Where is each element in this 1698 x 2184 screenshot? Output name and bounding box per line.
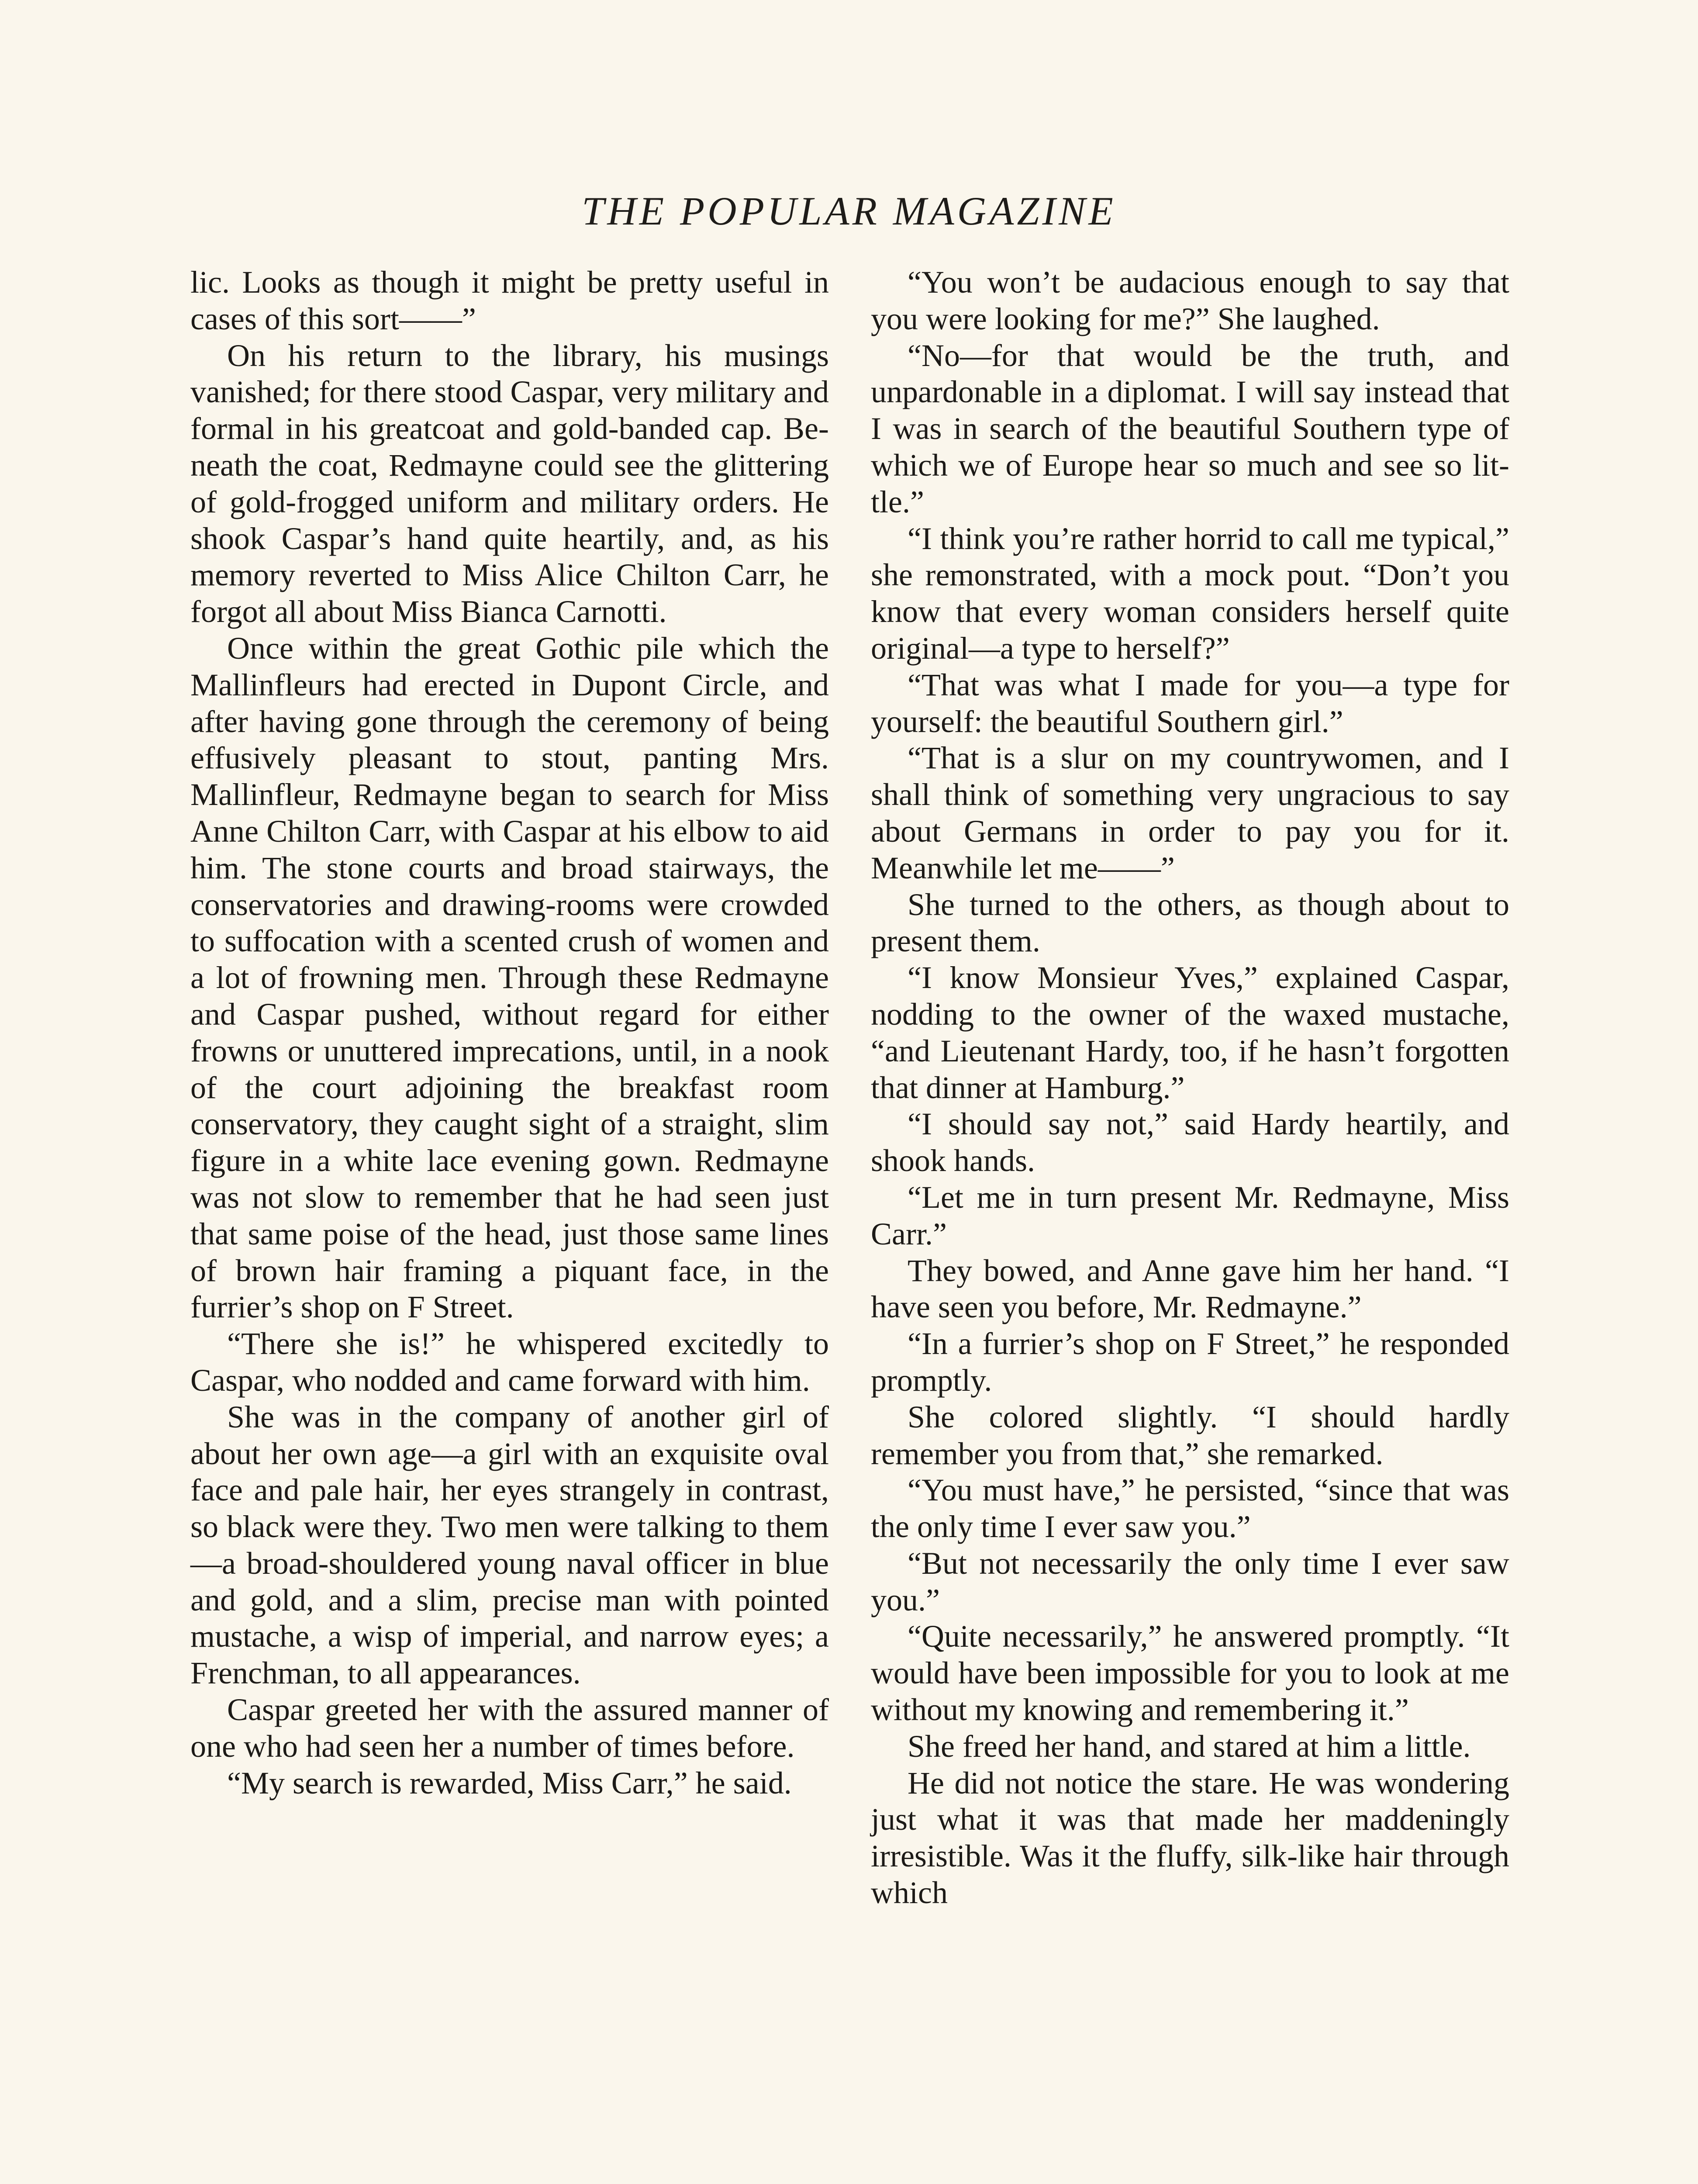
paragraph: “No—for that would be the truth, and unpardonable in a diplomat. I will say instead that I was in search of the beautiful Southern type of which we of Europe hear so much and see so little.” — [871, 338, 1509, 519]
paragraph: She was in the company of another girl of about her own age—a girl with an exquisite oval face and pale hair, her eyes strangely in contrast, so black were they. Two men were talking to them —a broad-shouldered young naval officer in blue and gold, and a slim, precise man with pointed mustache, a wisp of imperial, and narrow eyes; a Frenchman, to all appearances. — [190, 1399, 829, 1691]
running-header: THE POPULAR MAGAZINE — [582, 189, 1116, 233]
paragraph: “You must have,” he persisted, “since that was the only time I ever saw you.” — [871, 1472, 1509, 1545]
paragraph: “Let me in turn present Mr. Redmayne, Miss Carr.” — [871, 1179, 1509, 1251]
paragraph: “My search is rewarded, Miss Carr,” he said. — [227, 1765, 792, 1800]
paragraph: He did not notice the stare. He was wondering just what it was that made her maddeningly irresistible. Was it the fluffy, silk-like hair through which — [871, 1765, 1509, 1911]
paragraph: lic. Looks as though it might be pretty useful in cases of this sort——” — [190, 265, 829, 336]
paragraph: “In a furrier’s shop on F Street,” he responded promptly. — [871, 1326, 1509, 1398]
paragraph: “I think you’re rather horrid to call me typical,” she remonstrated, with a mock pout. “Don’t you know that every woman considers herself quite original—a type to herself?” — [871, 521, 1509, 666]
paragraph: “There she is!” he whispered excitedly to Caspar, who nodded and came forward with him. — [190, 1326, 829, 1398]
right-column — [871, 264, 1509, 1911]
paragraph: Once within the great Gothic pile which the Mallinfleurs had erected in Dupont Circle, and after having gone through the ceremony of being effusively pleasant to stout, panting Mrs. Mallinfleur, Redmayne began to search for Miss Anne Chilton Carr, with Caspar at his elbow to aid him. The stone courts and broad stairways, the conservatories and drawing-rooms were crowded to suffocation with a scented crush of women and a lot of frowning men. Through these Redmayne and Caspar pushed, without regard for either frowns or unuttered imprecations, until, in a nook of the court adjoining the breakfast room conservatory, they caught sight of a straight, slim figure in a white lace evening gown. Redmayne was not slow to remember that he had seen just that same poise of the head, just those same lines of brown hair framing a piquant face, in the furrier’s shop on F Street. — [190, 630, 829, 1325]
paragraph: On his return to the library, his musings vanished; for there stood Caspar, very military and formal in his greatcoat and gold-banded cap. Beneath the coat, Redmayne could see the glittering of gold-frogged uniform and military orders. He shook Caspar’s hand quite heartily, and, as his memory reverted to Miss Alice Chilton Carr, he forgot all about Miss Bianca Carnotti. — [190, 338, 829, 629]
paragraph: Caspar greeted her with the assured manner of one who had seen her a number of times before. — [190, 1692, 829, 1764]
paragraph: They bowed, and Anne gave him her hand. “I have seen you before, Mr. Redmayne.” — [871, 1253, 1509, 1325]
paragraph: She colored slightly. “I should hardly remember you from that,” she remarked. — [871, 1399, 1509, 1471]
paragraph: “That is a slur on my countrywomen, and I shall think of something very ungracious to say about Germans in order to pay you for it. Meanwhile let me——” — [871, 740, 1509, 885]
paragraph: “That was what I made for you—a type for yourself: the beautiful Southern girl.” — [871, 667, 1509, 739]
paragraph: She freed her hand, and stared at him a little. — [908, 1728, 1471, 1764]
paragraph: “You won’t be audacious enough to say that you were looking for me?” She laughed. — [871, 265, 1509, 336]
paragraph: “I should say not,” said Hardy heartily, and shook hands. — [871, 1106, 1509, 1178]
left-column — [190, 264, 829, 1801]
paragraph: “Quite necessarily,” he answered promptly. “It would have been impossible for you to look at me without my knowing and remembering it.” — [871, 1619, 1509, 1728]
paragraph: “I know Monsieur Yves,” explained Caspar, nodding to the owner of the waxed mustache, “and Lieutenant Hardy, too, if he hasn’t forgotten that dinner at Hamburg.” — [871, 960, 1509, 1105]
paragraph: “But not necessarily the only time I ever saw you.” — [871, 1545, 1509, 1617]
paragraph: She turned to the others, as though about to present them. — [871, 887, 1509, 959]
